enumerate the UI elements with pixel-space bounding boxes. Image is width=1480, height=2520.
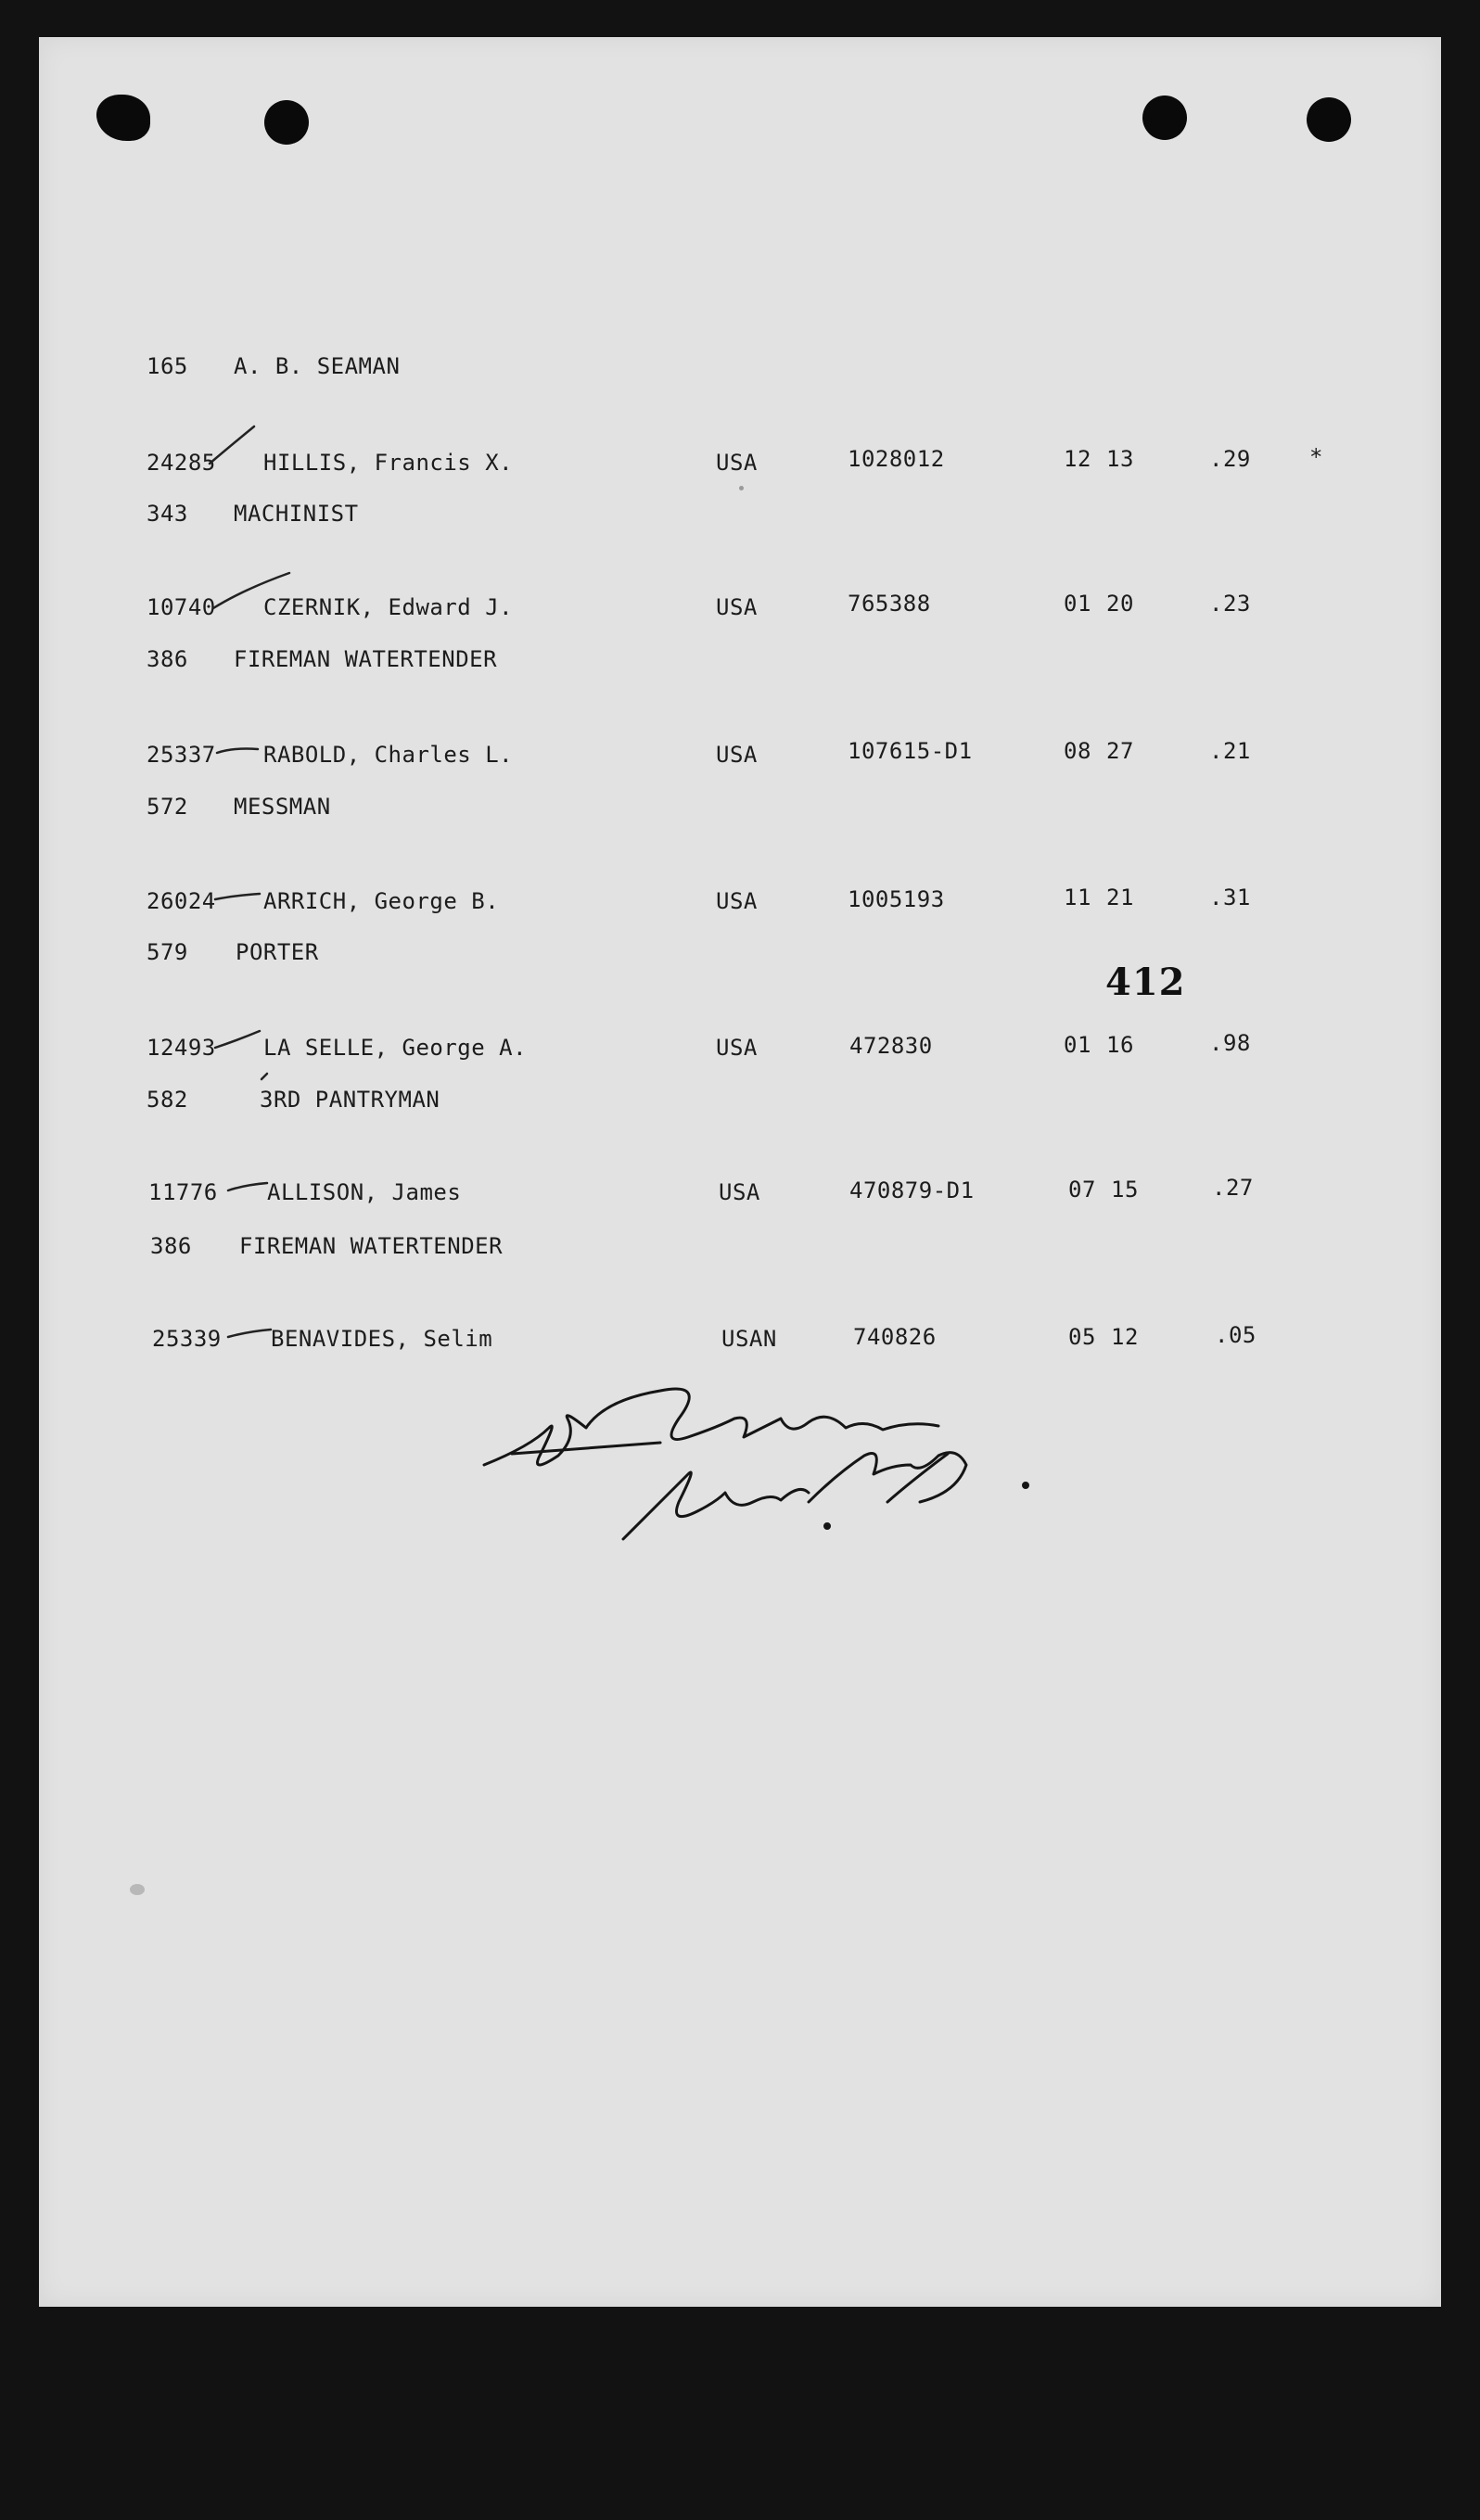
- amount: .31: [1209, 885, 1251, 910]
- rating-title: 3RD PANTRYMAN: [260, 1087, 440, 1113]
- nationality: USAN: [721, 1326, 777, 1352]
- check-mark-icon: [262, 1074, 267, 1079]
- document-page: [39, 37, 1441, 2307]
- check-mark-icon: [217, 749, 258, 754]
- rating-code: 343: [147, 501, 188, 527]
- rating-code: 582: [147, 1087, 188, 1113]
- date-day: 21: [1106, 885, 1134, 910]
- seaman-name: LA SELLE, George A.: [263, 1035, 528, 1061]
- rating-title: A. B. SEAMAN: [234, 353, 401, 379]
- date-day: 13: [1106, 446, 1134, 472]
- check-mark-icon: [215, 1031, 260, 1048]
- rating-title: FIREMAN WATERTENDER: [239, 1233, 504, 1259]
- rating-title: FIREMAN WATERTENDER: [234, 646, 498, 672]
- nationality: USA: [716, 450, 758, 476]
- paper-speck: [130, 1884, 145, 1895]
- seaman-number: 26024: [147, 888, 216, 914]
- check-mark-icon: [228, 1183, 267, 1190]
- date-month: 07: [1068, 1177, 1096, 1203]
- seaman-name: BENAVIDES, Selim: [271, 1326, 493, 1352]
- amount: .23: [1209, 591, 1251, 617]
- seaman-number: 24285: [147, 450, 216, 476]
- nationality: USA: [716, 888, 758, 914]
- date-month: 11: [1064, 885, 1091, 910]
- nationality: USA: [719, 1179, 760, 1205]
- rating-code: 386: [150, 1233, 192, 1259]
- date-day: 20: [1106, 591, 1134, 617]
- certificate-number: 470879-D1: [849, 1177, 975, 1203]
- rating-title: MESSMAN: [234, 794, 331, 820]
- stamped-number: 412: [1105, 961, 1186, 1004]
- rating-code: 165: [147, 353, 188, 379]
- date-month: 08: [1064, 738, 1091, 764]
- seaman-name: ALLISON, James: [267, 1179, 462, 1205]
- date-day: 27: [1106, 738, 1134, 764]
- seaman-name: ARRICH, George B.: [263, 888, 500, 914]
- date-month: 12: [1064, 446, 1091, 472]
- date-month: 01: [1064, 1032, 1091, 1058]
- asterisk-note: *: [1309, 444, 1323, 470]
- date-day: 15: [1111, 1177, 1139, 1203]
- amount: .21: [1209, 738, 1251, 764]
- amount: .05: [1215, 1322, 1257, 1348]
- nationality: USA: [716, 1035, 758, 1061]
- seaman-name: RABOLD, Charles L.: [263, 742, 514, 768]
- seaman-name: HILLIS, Francis X.: [263, 450, 514, 476]
- rating-code: 386: [147, 646, 188, 672]
- certificate-number: 740826: [853, 1324, 937, 1350]
- rating-title: PORTER: [236, 939, 319, 965]
- nationality: USA: [716, 594, 758, 620]
- check-mark-icon: [213, 573, 289, 608]
- check-mark-icon: [210, 426, 254, 464]
- seaman-number: 10740: [147, 594, 216, 620]
- amount: .98: [1209, 1030, 1251, 1056]
- check-marks: [39, 37, 1441, 1428]
- certificate-number: 1028012: [848, 446, 945, 472]
- seaman-name: CZERNIK, Edward J.: [263, 594, 514, 620]
- seaman-number: 25339: [152, 1326, 222, 1352]
- signature-image: [475, 1363, 1068, 1585]
- amount: .29: [1209, 446, 1251, 472]
- amount: .27: [1212, 1175, 1254, 1201]
- check-mark-icon: [228, 1330, 271, 1337]
- rating-title: MACHINIST: [234, 501, 359, 527]
- nationality: USA: [716, 742, 758, 768]
- date-month: 01: [1064, 591, 1091, 617]
- rating-code: 572: [147, 794, 188, 820]
- date-day: 16: [1106, 1032, 1134, 1058]
- date-day: 12: [1111, 1324, 1139, 1350]
- check-mark-icon: [215, 894, 260, 899]
- certificate-number: 765388: [848, 591, 931, 617]
- certificate-number: 472830: [849, 1033, 933, 1059]
- rating-code: 579: [147, 939, 188, 965]
- seaman-number: 12493: [147, 1035, 216, 1061]
- seaman-number: 11776: [148, 1179, 218, 1205]
- date-month: 05: [1068, 1324, 1096, 1350]
- certificate-number: 107615-D1: [848, 738, 973, 764]
- certificate-number: 1005193: [848, 886, 945, 912]
- seaman-number: 25337: [147, 742, 216, 768]
